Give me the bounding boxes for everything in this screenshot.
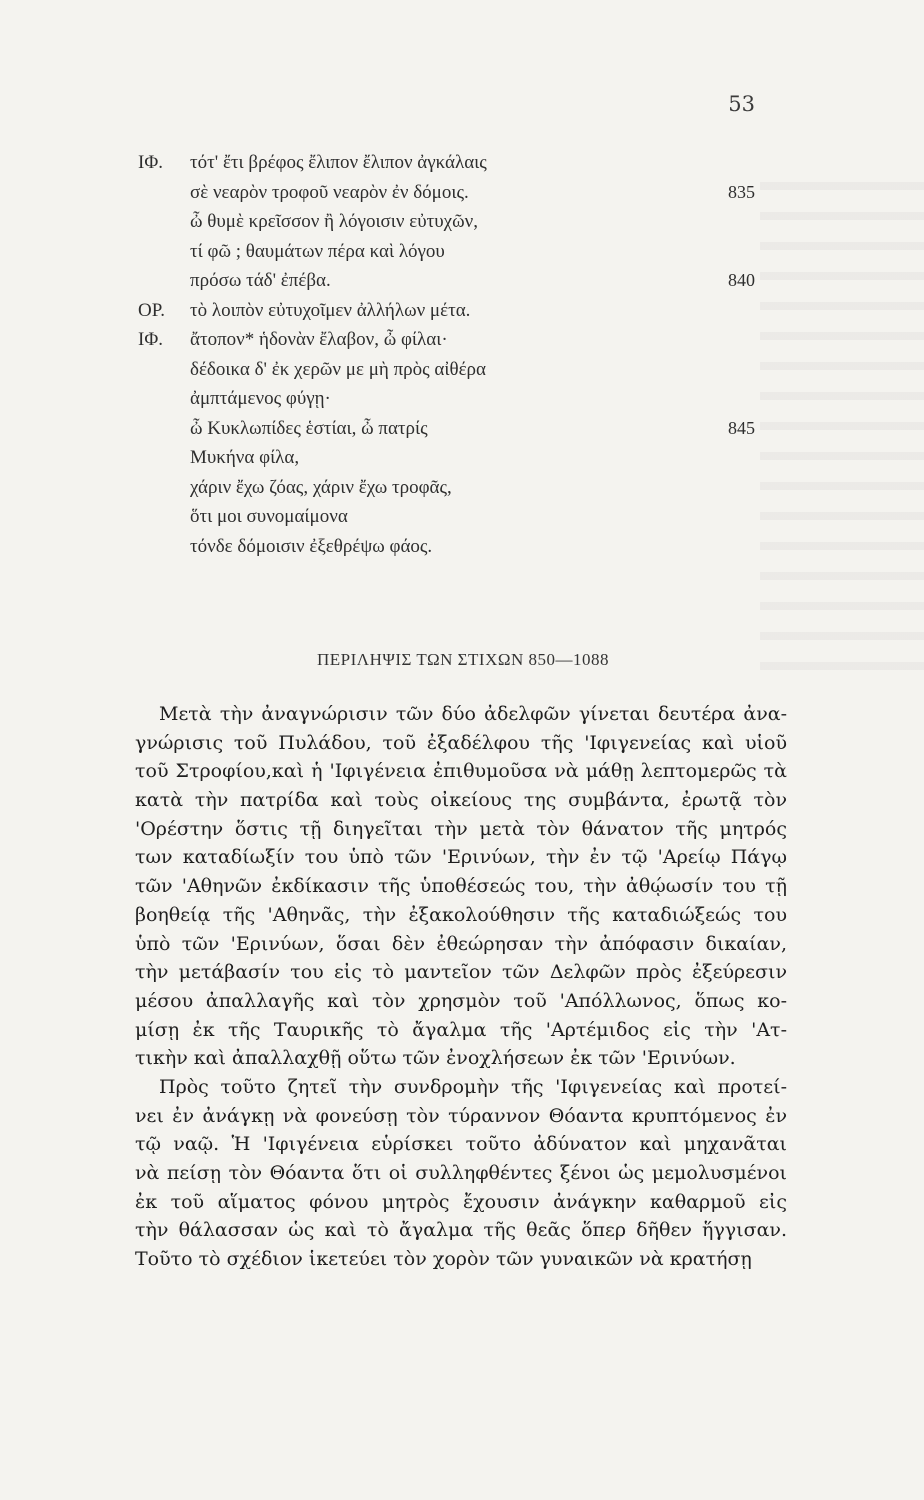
bleed-through xyxy=(760,160,924,680)
verse-text: τόνδε δόμοισιν ἐξεθρέψω φάος. xyxy=(190,535,433,557)
prose-line: βοηθείᾳ τῆς 'Αθηνᾶς, τὴν ἐξακολούθησιν τῆς καταδιώξεώς του xyxy=(135,903,787,926)
speaker-label: ΙΦ. xyxy=(138,329,163,350)
prose-line: Τοῦτο τὸ σχέδιον ἱκετεύει τὸν χορὸν τῶν γυναικῶν νὰ κρατήσῃ xyxy=(135,1248,752,1271)
prose-line: γνώρισις τοῦ Πυλάδου, τοῦ ἐξαδέλφου τῆς 'Ιφιγενείας καὶ υἱοῦ xyxy=(135,731,787,754)
verse-text: δέδοικα δ' ἐκ χερῶν με μὴ πρὸς αἰθέρα xyxy=(190,358,486,380)
prose-line: Μετὰ τὴν ἀναγνώρισιν τῶν δύο ἀδελφῶν γίνεται δευτέρα ἀνα- xyxy=(159,703,787,725)
verse-text: τὸ λοιπὸν εὐτυχοῖμεν ἀλλήλων μέτα. xyxy=(190,299,471,321)
prose-line: τῶν 'Αθηνῶν ἐκδίκασιν τῆς ὑποθέσεώς του, τὴν ἀθῴωσίν του τῇ xyxy=(135,875,787,898)
speaker-label: ΟΡ. xyxy=(138,299,165,321)
prose-line: τοῦ Στροφίου,καὶ ἡ 'Ιφιγένεια ἐπιθυμοῦσα νὰ μάθῃ λεπτομερῶς τὰ xyxy=(135,760,787,783)
prose-line: ὑπὸ τῶν 'Ερινύων, ὅσαι δὲν ἐθεώρησαν τὴν ἀπόφασιν δικαίαν, xyxy=(135,932,787,955)
line-number: 845 xyxy=(728,417,755,438)
verse-text: τότ' ἔτι βρέφος ἔλιπον ἔλιπον ἀγκάλαις xyxy=(190,152,487,173)
verse-text: σὲ νεαρὸν τροφοῦ νεαρὸν ἐν δόμοις. xyxy=(190,181,469,203)
prose-line: τικὴν καὶ ἀπαλλαχθῇ οὕτω τῶν ἐνοχλήσεων ἐκ τῶν 'Ερινύων. xyxy=(135,1047,736,1070)
verse-text: χάριν ἔχω ζόας, χάριν ἔχω τροφᾶς, xyxy=(190,476,452,498)
prose-line: μέσου ἀπαλλαγῆς καὶ τὸν χρησμὸν τοῦ 'Απόλλωνος, ὅπως κο- xyxy=(135,989,787,1012)
prose-line: νει ἐν ἀνάγκῃ νὰ φονεύσῃ τὸν τύραννον Θόαντα κρυπτόμενος ἐν xyxy=(135,1104,787,1127)
line-number: 840 xyxy=(728,270,755,290)
verse-text: ὅτι μοι συνομαίμονα xyxy=(190,506,348,527)
verse-line xyxy=(138,443,778,473)
verse-line xyxy=(138,532,778,562)
verse-text: ὦ Κυκλωπίδες ἑστίαι, ὦ πατρίς xyxy=(190,417,428,439)
verse-text: ἄτοπον* ἡδονὰν ἔλαβον, ὦ φίλαι· xyxy=(190,329,448,350)
prose-line: κατὰ τὴν πατρίδα καὶ τοὺς οἰκείους της συμβάντα, ἐρωτᾷ τὸν xyxy=(135,789,787,812)
verse-line xyxy=(138,355,778,385)
verse-line xyxy=(138,296,778,326)
section-heading: ΠΕΡΙΛΗΨΙΣ ΤΩΝ ΣΤΙΧΩΝ 850—1088 xyxy=(316,650,610,669)
prose-line: νὰ πείσῃ τὸν Θόαντα ὅτι οἱ συλληφθέντες ξένοι ὡς μεμολυσμένοι xyxy=(135,1162,787,1184)
prose-line: Πρὸς τοῦτο ζητεῖ τὴν συνδρομὴν τῆς 'Ιφιγενείας καὶ προτεί- xyxy=(159,1075,787,1098)
verse-block xyxy=(138,148,778,561)
prose-line: τὴν θάλασσαν ὡς καὶ τὸ ἄγαλμα τῆς θεᾶς ὅπερ δῆθεν ἥγγισαν. xyxy=(135,1219,787,1242)
prose-line: τῷ ναῷ. Ἡ 'Ιφιγένεια εὑρίσκει τοῦτο ἀδύνατον καὶ μηχανᾶται xyxy=(135,1133,787,1156)
verse-line xyxy=(138,384,778,414)
verse-text: Μυκήνα φίλα, xyxy=(190,447,300,468)
prose-line: ἐκ τοῦ αἵματος φόνου μητρὸς ἔχουσιν ἀνάγκην καθαρμοῦ εἰς xyxy=(135,1190,787,1213)
prose-line: μίσῃ ἐκ τῆς Ταυρικῆς τὸ ἄγαλμα τῆς 'Αρτέμιδος εἰς τὴν 'Ατ- xyxy=(135,1018,787,1041)
verse-line xyxy=(138,148,778,178)
verse-line xyxy=(138,237,778,267)
prose-line: των καταδίωξίν του ὑπὸ τῶν 'Ερινύων, τὴν ἐν τῷ 'Αρείῳ Πάγῳ xyxy=(135,846,787,869)
verse-line xyxy=(138,207,778,237)
verse-line xyxy=(138,325,778,355)
verse-line xyxy=(138,473,778,503)
verse-text: πρόσω τάδ' ἐπέβα. xyxy=(190,270,331,291)
verse-text: ἀμπτάμενος φύγῃ· xyxy=(190,388,331,409)
verse-text: τί φῶ ; θαυμάτων πέρα καὶ λόγου xyxy=(190,240,445,262)
verse-line xyxy=(138,178,778,208)
page-number: 53 xyxy=(728,92,755,116)
speaker-label: ΙΦ. xyxy=(138,152,163,173)
prose-line: τὴν μετάβασίν του εἰς τὸ μαντεῖον τῶν Δελφῶν πρὸς ἐξεύρεσιν xyxy=(135,961,787,984)
line-number: 835 xyxy=(728,181,755,202)
verse-line xyxy=(138,266,778,296)
prose-line: 'Ορέστην ὅστις τῇ διηγεῖται τὴν μετὰ τὸν θάνατον τῆς μητρός xyxy=(135,817,787,840)
verse-line xyxy=(138,414,778,444)
verse-line xyxy=(138,502,778,532)
verse-text: ὦ θυμὲ κρεῖσσον ἢ λόγοισιν εὐτυχῶν, xyxy=(190,211,478,232)
prose-block xyxy=(135,700,787,1274)
